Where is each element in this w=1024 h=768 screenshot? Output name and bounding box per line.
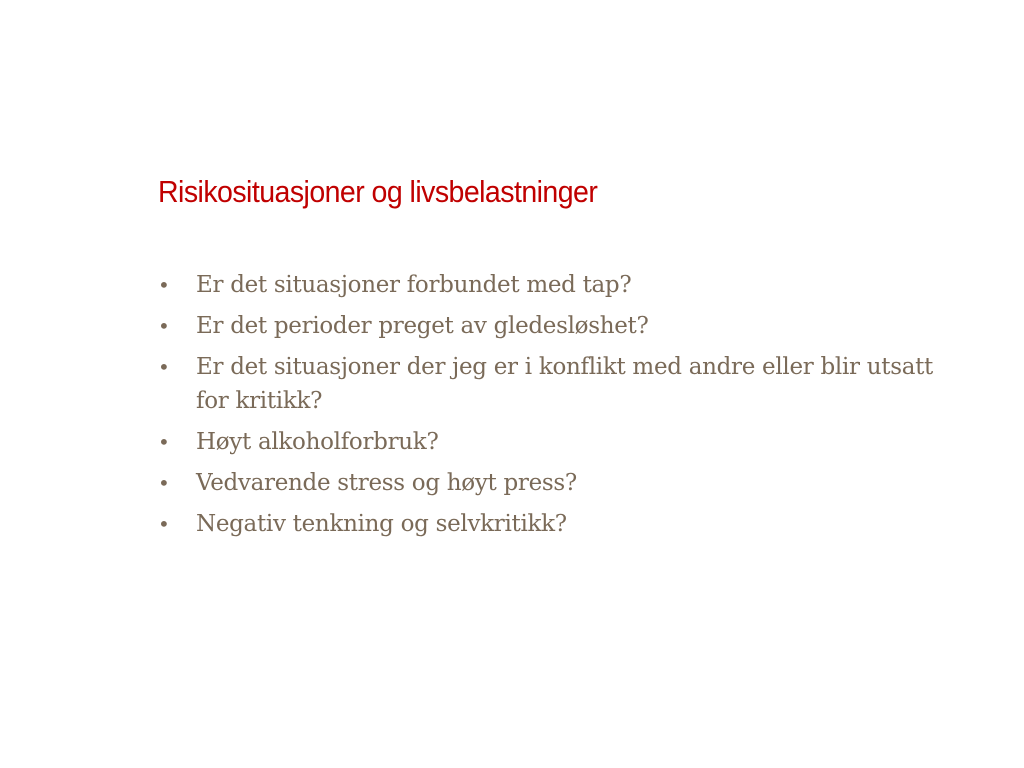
bullet-dot-icon: • — [158, 430, 170, 454]
bullet-dot-icon: • — [158, 355, 170, 379]
bullet-text: Er det situasjoner der jeg er i konflikt med andre eller blir utsatt for kritikk? — [196, 354, 933, 414]
bullet-item — [158, 268, 938, 302]
bullet-list — [158, 268, 938, 548]
bullet-text: Er det situasjoner forbundet med tap? — [196, 272, 632, 298]
bullet-dot-icon: • — [158, 471, 170, 495]
bullet-item — [158, 466, 938, 500]
bullet-dot-icon: • — [158, 512, 170, 536]
bullet-text: Negativ tenkning og selvkritikk? — [196, 511, 567, 537]
bullet-item — [158, 309, 938, 343]
bullet-dot-icon: • — [158, 314, 170, 338]
bullet-text: Vedvarende stress og høyt press? — [196, 470, 577, 496]
bullet-item — [158, 507, 938, 541]
slide-title: Risikosituasjoner og livsbelastninger — [158, 174, 598, 209]
bullet-item — [158, 350, 938, 418]
bullet-text: Høyt alkoholforbruk? — [196, 429, 439, 455]
bullet-text: Er det perioder preget av gledesløshet? — [196, 313, 649, 339]
bullet-item — [158, 425, 938, 459]
bullet-dot-icon: • — [158, 273, 170, 297]
